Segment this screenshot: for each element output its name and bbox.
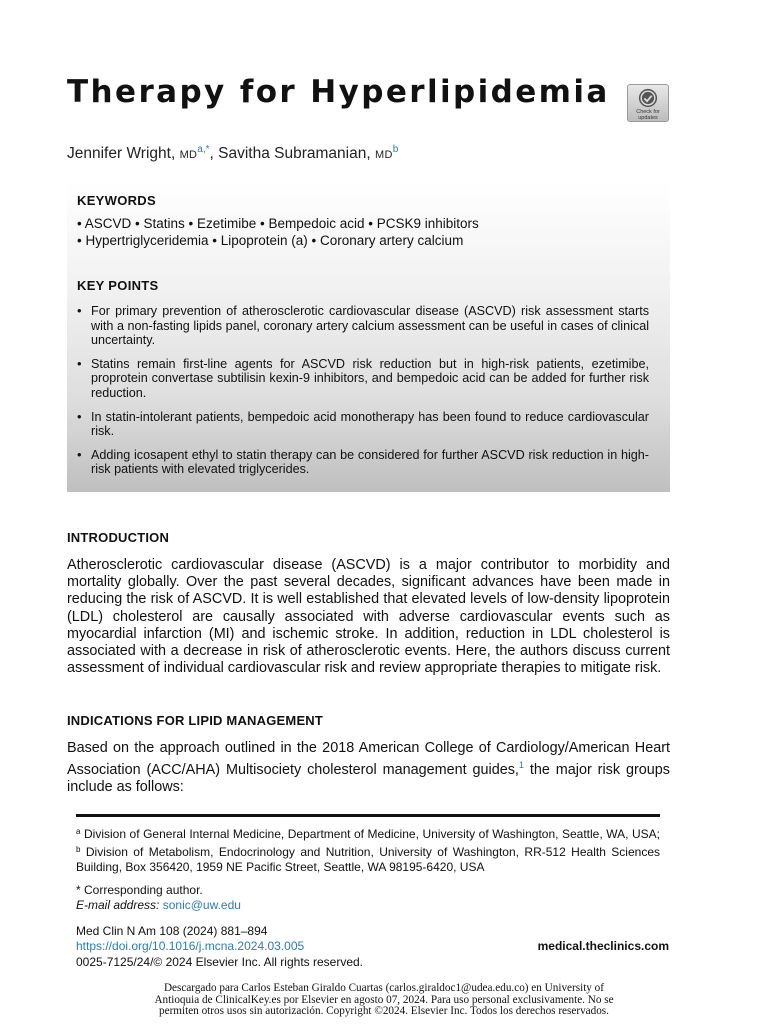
affiliations-footnote	[76, 824, 660, 876]
key-point-item: • In statin-intolerant patients, bempedoic acid monotherapy has been found to reduce cardiovascular risk.	[77, 410, 649, 439]
author-name: Jennifer Wright,	[67, 145, 180, 162]
introduction-paragraph: Atherosclerotic cardiovascular disease (ASCVD) is a major contributor to morbidity and mortality globally. Over the past several decades, significant advances have been made in reducing the risk of ASCVD. It is well established that elevated levels of low-density lipoprotein (LDL) cholesterol are causally associated with adverse cardiovascular events such as myocardial infarction (MI) and ischemic stroke. In addition, reduction in LDL cholesterol is associated with a decrease in risk of atherosclerotic events. Here, the authors discuss current assessment of individual cardiovascular risk and review appropriate therapies to mitigate risk.	[67, 557, 670, 677]
introduction-heading: INTRODUCTION	[67, 530, 170, 545]
indications-heading: INDICATIONS FOR LIPID MANAGEMENT	[67, 713, 324, 728]
footnote-divider	[76, 814, 660, 817]
key-point-item: • Statins remain first-line agents for ASCVD risk reduction but in high-risk patients, ezetimibe, proprotein convertase subtilisin kexin-9 inhibitors, and bempedoic acid can be added for further risk reduction.	[77, 357, 649, 401]
key-point-item: • Adding icosapent ethyl to statin therapy can be considered for further ASCVD risk reduction in high-risk patients with elevated triglycerides.	[77, 448, 649, 477]
email-label: E-mail address:	[76, 898, 160, 912]
download-notice-line: Antioquia de ClinicalKey.es por Elsevier en agosto 07, 2024. Para uso personal exclusivamente. No se	[154, 993, 614, 1006]
article-title: Therapy for Hyperlipidemia	[67, 74, 610, 110]
author-degree: MD	[374, 149, 393, 161]
email-link[interactable]: sonic@uw.edu	[162, 898, 241, 912]
indications-text: the major risk groups include as follows:	[67, 762, 670, 796]
indications-paragraph	[67, 740, 670, 797]
affiliation-marker: b	[76, 845, 81, 855]
copyright-line: 0025-7125/24/© 2024 Elsevier Inc. All rights reserved.	[76, 954, 364, 969]
affiliation-marker: a	[76, 827, 81, 836]
keywords-line: • ASCVD • Statins • Ezetimibe • Bempedoic acid • PCSK9 inhibitors	[77, 216, 479, 231]
journal-website: medical.theclinics.com	[537, 939, 669, 953]
corresponding-author-note: * Corresponding author.	[76, 883, 203, 897]
author-affiliation-ref[interactable]: b	[392, 144, 399, 155]
keywords-line: • Hypertriglyceridemia • Lipoprotein (a) • Coronary artery calcium	[77, 233, 464, 248]
author-line	[67, 144, 398, 163]
keywords-key-points-box	[67, 181, 670, 492]
reference-link[interactable]: 1	[518, 760, 524, 771]
indications-text: Based on the approach outlined in the 2018 American College of Cardiology/American Heart Association (ACC/AHA) Multisociety cholesterol management guides,	[67, 740, 670, 779]
download-notice-line: permiten otros usos sin autorización. Copyright ©2024. Elsevier Inc. Todos los derechos reservados.	[159, 1005, 609, 1018]
affiliation-text: Division of Metabolism, Endocrinology and Nutrition, University of Washington, RR-512 Health Sciences Building, Box 356420, 1959 NE Pacific Street, Seattle, WA 98195-6420, USA	[76, 845, 660, 875]
email-line	[76, 898, 241, 912]
author-name: Savitha Subramanian,	[218, 145, 375, 162]
citation-block	[76, 924, 363, 970]
doi-link[interactable]: https://doi.org/10.1016/j.mcna.2024.03.005	[76, 939, 305, 954]
download-notice-line: Descargado para Carlos Esteban Giraldo Cuartas (carlos.giraldoc1@udea.edu.co) en University of	[163, 982, 605, 994]
key-points-list	[77, 304, 649, 486]
check-for-updates-badge[interactable]	[627, 84, 669, 122]
check-for-updates-icon	[637, 88, 659, 108]
check-for-updates-label: Check for updates	[636, 109, 660, 121]
keywords-heading: KEYWORDS	[77, 193, 156, 208]
key-points-heading: KEY POINTS	[77, 278, 159, 293]
key-point-item: • For primary prevention of atherosclerotic cardiovascular disease (ASCVD) risk assessment starts with a non-fasting lipids panel, coronary artery calcium assessment can be useful in cases of clinical uncertainty.	[77, 304, 649, 348]
journal-citation: Med Clin N Am 108 (2024) 881–894	[76, 924, 268, 938]
author-degree: MD	[179, 149, 198, 161]
affiliation-text: Division of General Internal Medicine, Department of Medicine, University of Washington, Seattle, WA, USA;	[80, 827, 660, 841]
author-separator: ,	[209, 145, 219, 162]
author-affiliation-ref[interactable]: a,*	[197, 144, 210, 155]
download-notice	[130, 983, 638, 1018]
